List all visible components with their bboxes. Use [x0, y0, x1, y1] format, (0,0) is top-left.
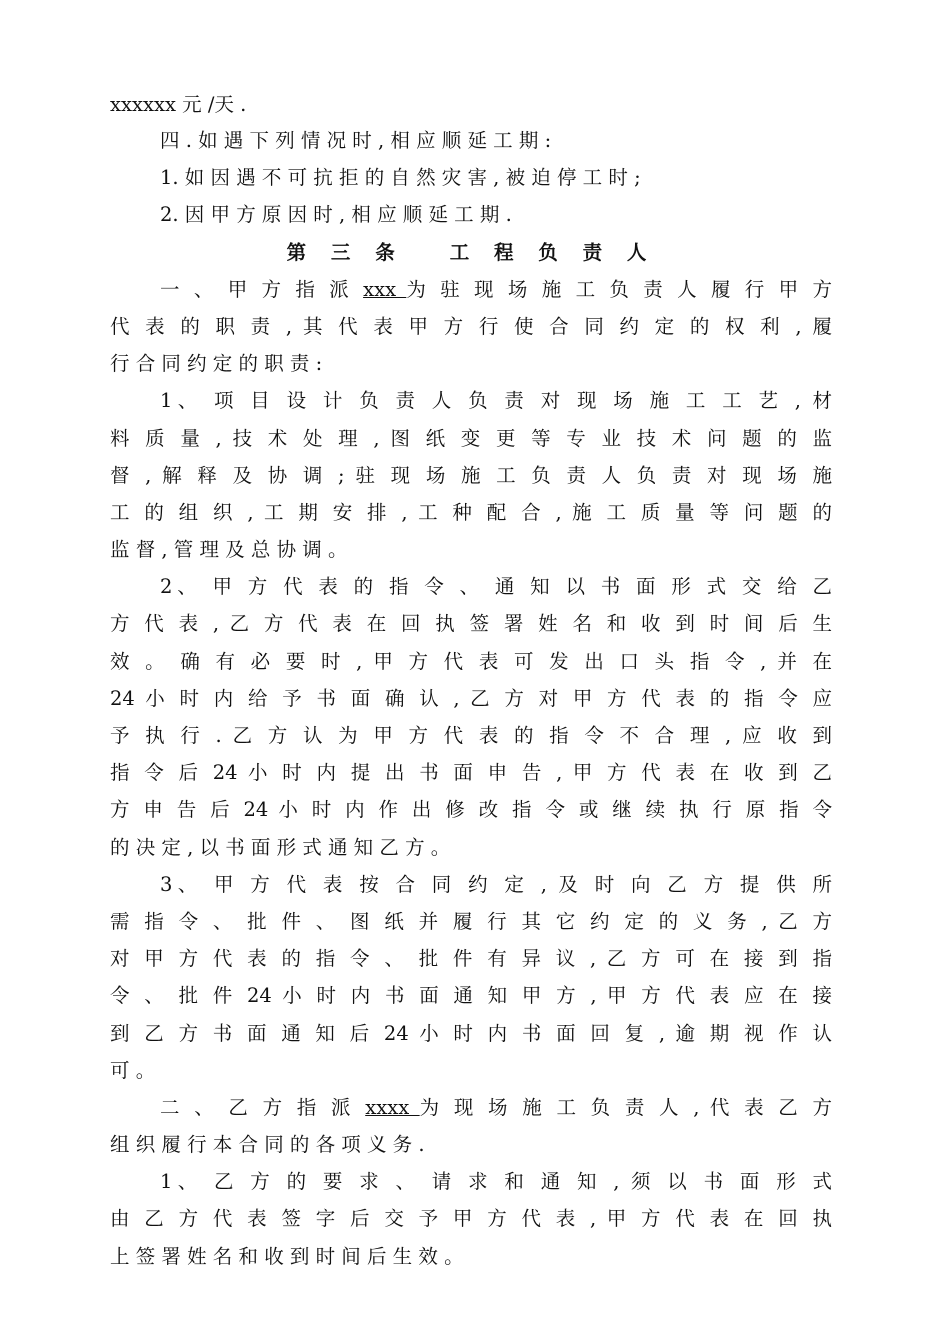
- underlined-name: xxxx: [365, 1095, 420, 1119]
- paragraph-line: 代 表 的 职 责 , 其 代 表 甲 方 行 使 合 同 约 定 的 权 利 , 履: [110, 314, 832, 338]
- paragraph-line: 予 执 行 . 乙 方 认 为 甲 方 代 表 的 指 令 不 合 理 , 应 收 到: [110, 724, 832, 747]
- paragraph-line: 行 合 同 约 定 的 职 责 :: [110, 352, 323, 376]
- paragraph-line: 2、 甲 方 代 表 的 指 令 、 通 知 以 书 面 形 式 交 给 乙: [160, 575, 832, 599]
- paragraph-line: 1、 项 目 设 计 负 责 人 负 责 对 现 场 施 工 工 艺 , 材: [160, 389, 832, 413]
- text-span: 一 、 甲 方 指 派: [160, 277, 364, 301]
- paragraph-line: 对 甲 方 代 表 的 指 令 、 批 件 有 异 议 , 乙 方 可 在 接 到 指: [110, 947, 832, 971]
- paragraph-line: 由 乙 方 代 表 签 字 后 交 予 甲 方 代 表 , 甲 方 代 表 在 回 执: [110, 1207, 832, 1231]
- underlined-name: xxx: [363, 277, 407, 301]
- paragraph-line: [110, 271, 832, 308]
- paragraph-line: 料 质 量 , 技 术 处 理 , 图 纸 变 更 等 专 业 技 术 问 题 的 监: [110, 426, 832, 450]
- paragraph-line: 需 指 令 、 批 件 、 图 纸 并 履 行 其 它 约 定 的 义 务 , 乙 方: [110, 909, 832, 933]
- paragraph-line: 到 乙 方 书 面 通 知 后 24 小 时 内 书 面 回 复 , 逾 期 视 作 认: [110, 1021, 832, 1045]
- paragraph-line: 可 。: [110, 1058, 156, 1082]
- section-number: 第 三 条: [286, 240, 404, 264]
- paragraph-line: 效 。 确 有 必 要 时 , 甲 方 代 表 可 发 出 口 头 指 令 , 并 在: [110, 649, 832, 673]
- section-heading: [110, 234, 832, 271]
- paragraph-line: 24 小 时 内 给 予 书 面 确 认 , 乙 方 对 甲 方 代 表 的 指 令 应: [110, 686, 832, 710]
- paragraph-line: 督 , 解 释 及 协 调 ; 驻 现 场 施 工 负 责 人 负 责 对 现 场 施: [110, 463, 832, 487]
- paragraph-line: 监 督 , 管 理 及 总 协 调 。: [110, 538, 348, 562]
- paragraph-line: 工 的 组 织 , 工 期 安 排 , 工 种 配 合 , 施 工 质 量 等 问 题 的: [110, 500, 832, 524]
- paragraph-line: 方 申 告 后 24 小 时 内 作 出 修 改 指 令 或 继 续 执 行 原 指 令: [110, 798, 832, 822]
- text-line: 2. 因 甲 方 原 因 时 , 相 应 顺 延 工 期 .: [160, 203, 512, 227]
- paragraph-line: 令 、 批 件 24 小 时 内 书 面 通 知 甲 方 , 甲 方 代 表 应 在 接: [110, 984, 832, 1008]
- paragraph-line: 3、 甲 方 代 表 按 合 同 约 定 , 及 时 向 乙 方 提 供 所: [160, 872, 832, 896]
- text-line: xxxxxx 元 /天 .: [110, 93, 247, 116]
- text-line: 四 . 如 遇 下 列 情 况 时 , 相 应 顺 延 工 期 :: [160, 129, 552, 152]
- paragraph-line: 组 织 履 行 本 合 同 的 各 项 义 务 .: [110, 1133, 425, 1157]
- paragraph-line: 1、 乙 方 的 要 求 、 请 求 和 通 知 , 须 以 书 面 形 式: [160, 1170, 832, 1194]
- text-span: 为 驻 现 场 施 工 负 责 人 履 行 甲 方: [406, 277, 832, 301]
- section-title: 工 程 负 责 人: [449, 240, 656, 264]
- paragraph-line: [110, 1089, 832, 1126]
- paragraph-line: 上 签 署 姓 名 和 收 到 时 间 后 生 效 。: [110, 1244, 464, 1268]
- paragraph-line: 指 令 后 24 小 时 内 提 出 书 面 申 告 , 甲 方 代 表 在 收 到 乙: [110, 761, 832, 785]
- paragraph-line: 的 决 定 , 以 书 面 形 式 通 知 乙 方 。: [110, 835, 451, 859]
- paragraph-line: 方 代 表 , 乙 方 代 表 在 回 执 签 署 姓 名 和 收 到 时 间 后 生: [110, 612, 832, 636]
- text-line: 1. 如 因 遇 不 可 抗 拒 的 自 然 灾 害 , 被 迫 停 工 时 ;: [160, 166, 641, 190]
- text-span: 为 现 场 施 工 负 责 人 , 代 表 乙 方: [419, 1095, 832, 1119]
- text-span: 二 、 乙 方 指 派: [160, 1095, 366, 1119]
